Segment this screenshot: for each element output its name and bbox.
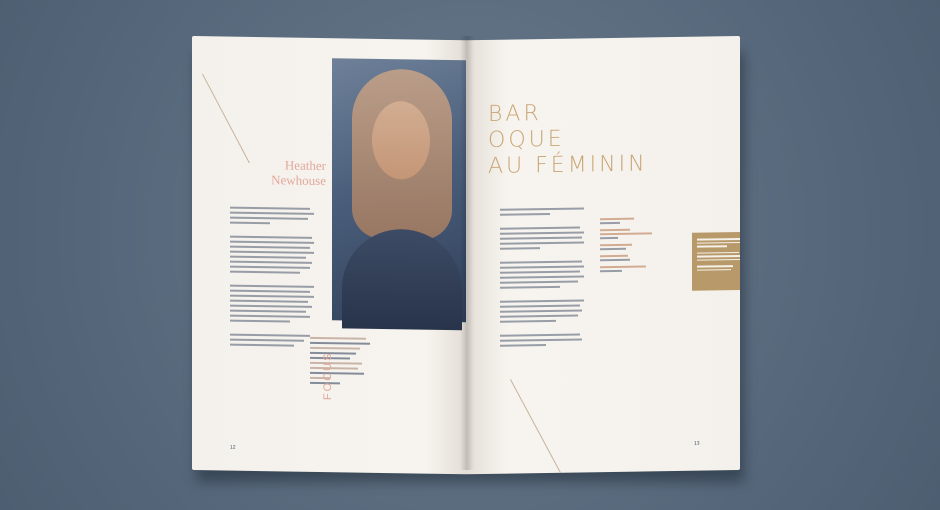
body-text-block	[230, 205, 318, 350]
book-gutter	[460, 36, 474, 470]
artist-name	[244, 157, 326, 188]
event-dates-box	[692, 232, 740, 291]
title-line-3: AU FÉMININ	[488, 151, 648, 179]
portrait-photo	[332, 58, 466, 322]
decorative-diagonal-line-right	[510, 379, 563, 474]
focus-vertical-label: FOCUS	[322, 351, 334, 401]
section-title	[488, 99, 648, 180]
right-page	[466, 36, 740, 474]
open-magazine	[192, 36, 740, 470]
left-page	[192, 36, 466, 474]
right-body-text	[500, 204, 590, 349]
artist-name-first: Heather	[284, 157, 326, 174]
title-line-1: BAR	[488, 101, 542, 127]
title-line-2: OQUE	[488, 126, 565, 153]
artist-name-last: Newhouse	[271, 172, 326, 189]
page-number-right: 13	[694, 440, 700, 447]
page-number-left: 12	[230, 444, 236, 451]
cast-list	[600, 215, 680, 277]
decorative-diagonal-line	[202, 74, 250, 163]
